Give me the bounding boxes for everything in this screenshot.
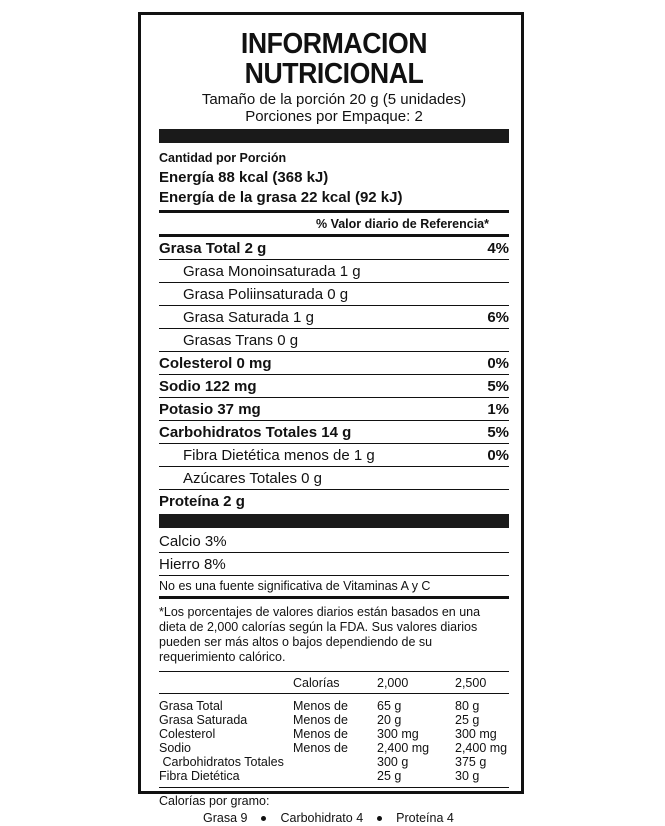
fat-energy-line: Energía de la grasa 22 kcal (92 kJ) [159,188,509,213]
nutrient-row-total-carbs [159,421,509,444]
dv-header-cell: 2,000 [377,676,409,690]
table-row [159,769,509,788]
dv-cell: Menos de [293,699,348,713]
nutrient-pct: 6% [487,309,509,326]
nutrient-row-trans-fat [159,329,509,352]
nutrient-row-potassium [159,398,509,421]
nutrient-row-protein [159,490,509,512]
label-title: INFORMACION NUTRICIONAL [240,28,428,90]
mineral-label: Hierro 8% [159,556,226,573]
dv-cell: Menos de [293,741,348,755]
dv-cell: Menos de [293,727,348,741]
dv-cell: Menos de [293,713,348,727]
dv-cell: 20 g [377,713,402,727]
dv-cell: 300 mg [377,727,419,741]
thick-divider [159,129,509,143]
carb-per-gram: Carbohidrato 4 [280,811,364,825]
table-row [159,755,509,769]
dv-cell: 25 g [455,713,480,727]
table-row [159,694,509,714]
not-significant-note: No es una fuente significativa de Vitaminas A y C [159,576,509,599]
energy-line: Energía 88 kcal (368 kJ) [159,169,329,186]
nutrient-label: Grasa Poliinsaturada 0 g [183,286,349,303]
nutrient-row-saturated-fat [159,306,509,329]
dv-cell [293,769,377,788]
nutrient-pct: 4% [487,240,509,257]
daily-value-footnote: *Los porcentajes de valores diarios están basados en una dieta de 2,000 calorías según la FDA. Sus valores diarios pueden ser más altos o bajos dependiendo de su requerimiento calórico. [159,599,509,672]
nutrient-pct: 0% [487,355,509,372]
dv-cell: Carbohidratos Totales [159,755,284,769]
nutrient-label: Grasa Monoinsaturada 1 g [183,263,361,280]
table-row [159,727,509,741]
dv-header-cell: 2,500 [455,676,487,690]
bullet-icon [261,816,266,821]
nutrient-row-sodium [159,375,509,398]
dv-cell: 2,400 mg [455,741,508,755]
serving-size: Tamaño de la porción 20 g (5 unidades) [201,91,467,108]
table-row [159,741,509,755]
dv-cell: 2,400 mg [377,741,430,755]
nutrient-label: Azúcares Totales 0 g [183,470,322,487]
nutrient-row-total-fat [159,237,509,260]
table-row [159,713,509,727]
dv-cell: Grasa Total [159,699,223,713]
nutrient-pct: 1% [487,401,509,418]
nutrient-label: Fibra Dietética menos de 1 g [183,447,375,464]
label-content [159,15,509,826]
dv-header-cell [159,676,293,694]
nutrient-label: Proteína 2 g [159,493,245,510]
calories-per-gram-heading: Calorías por gramo: [159,794,270,808]
protein-per-gram: Proteína 4 [396,811,454,825]
nutrient-pct: 0% [487,447,509,464]
thick-divider [159,514,509,528]
nutrient-row-mono-fat [159,260,509,283]
mineral-row-calcium [159,530,509,553]
mineral-row-iron [159,553,509,576]
nutrient-row-poly-fat [159,283,509,306]
dv-cell: Grasa Saturada [159,713,248,727]
dv-cell: Colesterol [159,727,216,741]
dv-cell: Fibra Dietética [159,769,240,783]
dv-cell [293,755,377,769]
dv-table-header [159,676,509,694]
nutrient-label: Grasas Trans 0 g [183,332,299,349]
nutrient-label: Carbohidratos Totales 14 g [159,424,352,441]
dv-cell: 65 g [377,699,402,713]
daily-value-heading: % Valor diario de Referencia* [159,213,509,237]
nutrient-label: Potasio 37 mg [159,401,261,418]
nutrient-row-cholesterol [159,352,509,375]
dv-cell: 30 g [455,769,480,783]
nutrient-label: Grasa Total 2 g [159,240,267,257]
calories-per-gram-values [159,811,509,826]
dv-cell: Sodio [159,741,191,755]
dv-header-cell: Calorías [293,676,340,690]
daily-value-table [159,676,509,788]
nutrient-pct: 5% [487,424,509,441]
nutrient-label: Colesterol 0 mg [159,355,272,372]
nutrient-pct: 5% [487,378,509,395]
dv-cell: 25 g [377,769,402,783]
nutrient-label: Sodio 122 mg [159,378,257,395]
nutrient-row-sugars [159,467,509,490]
nutrient-row-fiber [159,444,509,467]
dv-cell: 300 mg [455,727,497,741]
amount-per-serving-heading: Cantidad por Porción [159,151,287,165]
dv-cell: 80 g [455,699,480,713]
dv-cell: 300 g [377,755,409,769]
servings-per-container: Porciones por Empaque: 2 [245,108,423,125]
dv-cell: 375 g [455,755,487,769]
nutrition-facts-label [138,12,524,825]
fat-per-gram: Grasa 9 [203,811,248,825]
mineral-label: Calcio 3% [159,533,227,550]
bullet-icon [377,816,382,821]
nutrient-label: Grasa Saturada 1 g [183,309,314,326]
